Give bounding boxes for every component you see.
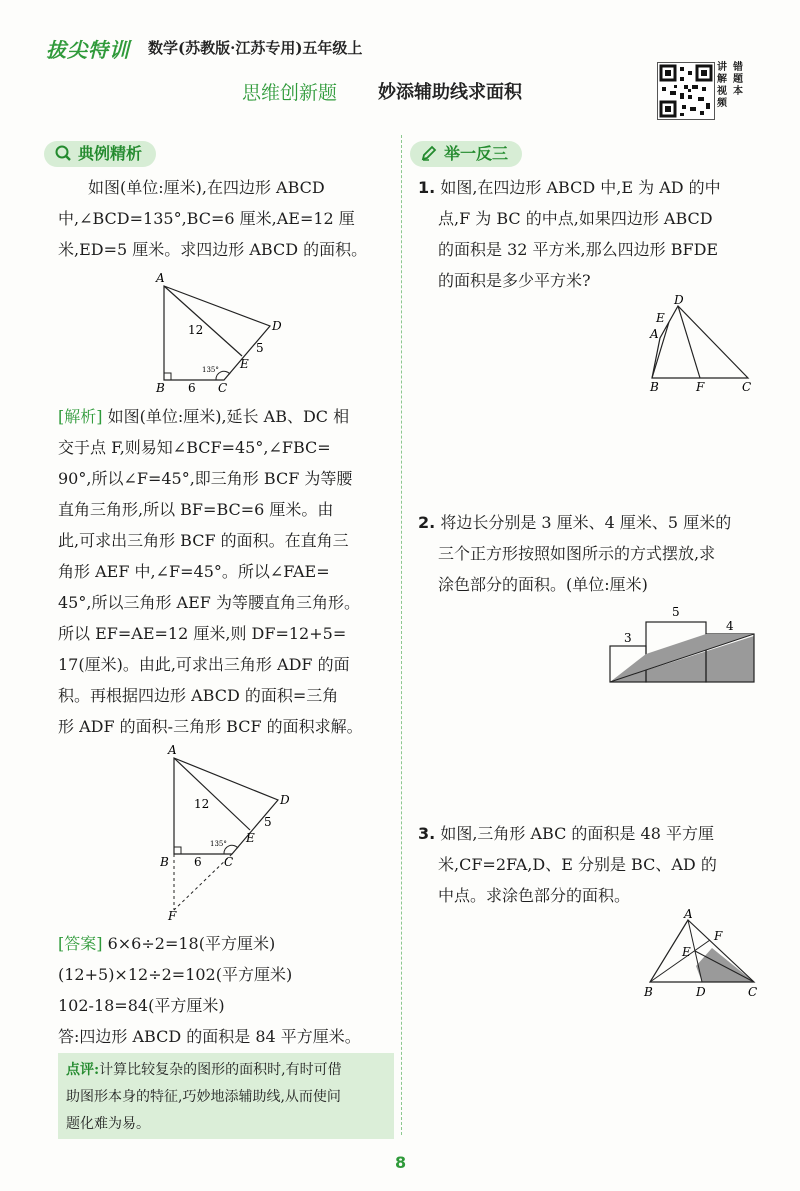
label-ed2: 5: [264, 815, 272, 829]
label-bc: 6: [188, 381, 196, 395]
figure-q1: [636, 294, 760, 396]
problem-line: 中,∠BCD=135°,BC=6 厘米,AE=12 厘: [58, 209, 355, 228]
label-b-q1: B: [650, 380, 659, 394]
analysis-label: [解析]: [58, 407, 103, 426]
question-line: 如图,三角形 ABC 的面积是 48 平方厘: [440, 824, 714, 843]
magnifier-icon: [54, 144, 72, 162]
answer-block: [58, 928, 398, 1052]
label-bc2: 6: [194, 855, 202, 869]
analysis-line: 此,可求出三角形 BCF 的面积。在直角三: [58, 531, 349, 550]
analysis-line: 角形 AEF 中,∠F=45°。所以∠FAE=: [58, 562, 330, 581]
label-ae: 12: [188, 323, 204, 337]
answer-label: [答案]: [58, 934, 103, 953]
label-e: E: [240, 357, 249, 371]
qr-label-error-book: 错题本: [733, 62, 743, 97]
comment-line: 助图形本身的特征,巧妙地添辅助线,从而使问: [66, 1089, 341, 1105]
label-c: C: [218, 381, 228, 395]
right-angle-mark: [164, 373, 171, 380]
question-line: 的面积是多少平方米?: [438, 271, 591, 290]
label-d: D: [272, 319, 282, 333]
analysis-line: 直角三角形,所以 BF=BC=6 厘米。由: [58, 500, 334, 519]
comment-label: 点评:: [66, 1062, 100, 1078]
analysis-line: 45°,所以三角形 AEF 为等腰直角三角形。: [58, 593, 360, 612]
label-side-5: 5: [672, 605, 680, 619]
label-e-q1: E: [656, 311, 665, 325]
analysis-line: 17(厘米)。由此,可求出三角形 ADF 的面: [58, 655, 350, 674]
answer-line: (12+5)×12÷2=102(平方厘米): [58, 965, 293, 984]
qr-label-video: 讲解视频: [717, 62, 727, 109]
label-d2: D: [280, 793, 290, 807]
label-angle: 135°: [202, 366, 219, 374]
label-side-4: 4: [726, 619, 734, 633]
question-number: 2.: [418, 513, 436, 532]
label-b-q3: B: [644, 985, 653, 999]
answer-line: 答:四边形 ABCD 的面积是 84 平方厘米。: [58, 1027, 361, 1046]
label-ed: 5: [256, 341, 264, 355]
analysis-block: [58, 401, 398, 742]
brand-logo: 拔尖特训: [46, 38, 130, 62]
example-problem: [58, 172, 398, 265]
label-e2: E: [246, 831, 255, 845]
label-b: B: [156, 381, 165, 395]
label-a-q1: A: [650, 327, 659, 341]
analysis-line: 积。再根据四边形 ABCD 的面积=三角: [58, 686, 339, 705]
label-b2: B: [160, 855, 169, 869]
tag-practice-label: 举一反三: [444, 144, 509, 163]
section-title: 思维创新题: [242, 82, 338, 104]
qr-code-icon[interactable]: [657, 62, 715, 120]
quad-abcd-q1: [652, 306, 748, 378]
tag-example: [44, 141, 156, 167]
right-angle-mark-2: [174, 847, 181, 854]
analysis-line: 如图(单位:厘米),延长 AB、DC 相: [107, 407, 350, 426]
question-line: 点,F 为 BC 的中点,如果四边形 ABCD: [438, 209, 713, 228]
label-f2: F: [168, 909, 177, 922]
column-divider: [401, 135, 402, 1135]
label-side-3: 3: [624, 631, 632, 645]
problem-line: 如图(单位:厘米),在四边形 ABCD: [88, 178, 325, 197]
comment-box: [58, 1053, 394, 1139]
figure-extended: [160, 742, 300, 922]
label-a: A: [156, 271, 165, 285]
analysis-line: 形 ADF 的面积-三角形 BCF 的面积求解。: [58, 717, 363, 736]
question-line: 米,CF=2FA,D、E 分别是 BC、AD 的: [438, 855, 717, 874]
comment-line: 计算比较复杂的图形的面积时,有时可借: [99, 1062, 342, 1078]
label-e-q3: E: [682, 945, 691, 959]
label-c2: C: [224, 855, 234, 869]
label-f-q1: F: [696, 380, 705, 394]
question-number: 3.: [418, 824, 436, 843]
question-2: [418, 507, 763, 600]
problem-line: 米,ED=5 厘米。求四边形 ABCD 的面积。: [58, 240, 368, 259]
question-line: 如图,在四边形 ABCD 中,E 为 AD 的中: [440, 178, 721, 197]
label-d-q1: D: [674, 294, 684, 307]
label-f-q3: F: [714, 929, 723, 943]
question-line: 三个正方形按照如图所示的方式摆放,求: [438, 544, 716, 563]
tag-example-label: 典例精析: [78, 144, 143, 163]
question-line: 涂色部分的面积。(单位:厘米): [438, 575, 648, 594]
segment-ae: [164, 286, 242, 356]
label-a-q3: A: [684, 908, 693, 921]
segment-ae-2: [174, 758, 250, 830]
analysis-line: 90°,所以∠F=45°,即三角形 BCF 为等腰: [58, 469, 353, 488]
tag-practice: [410, 141, 522, 167]
label-d-q3: D: [696, 985, 706, 999]
label-angle2: 135°: [210, 840, 227, 848]
figure-q3: [636, 908, 764, 1000]
label-ae2: 12: [194, 797, 210, 811]
label-c-q3: C: [748, 985, 758, 999]
pencil-icon: [420, 144, 438, 162]
analysis-line: 交于点 F,则易知∠BCF=45°,∠FBC=: [58, 438, 331, 457]
question-line: 的面积是 32 平方米,那么四边形 BFDE: [438, 240, 719, 259]
label-c-q1: C: [742, 380, 752, 394]
label-a2: A: [168, 743, 177, 757]
answer-line: 102-18=84(平方厘米): [58, 996, 225, 1015]
section-subtitle: 妙添辅助线求面积: [378, 82, 522, 103]
analysis-line: 所以 EF=AE=12 厘米,则 DF=12+5=: [58, 624, 347, 643]
answer-line: 6×6÷2=18(平方厘米): [107, 934, 276, 953]
question-number: 1.: [418, 178, 436, 197]
question-line: 将边长分别是 3 厘米、4 厘米、5 厘米的: [440, 513, 732, 532]
comment-line: 题化难为易。: [66, 1116, 150, 1132]
figure-quadrilateral: [150, 268, 290, 398]
question-1: [418, 172, 763, 296]
figure-q2: [604, 602, 762, 686]
question-3: [418, 818, 763, 911]
page-number: 8: [395, 1153, 407, 1172]
question-line: 中点。求涂色部分的面积。: [438, 886, 631, 905]
book-subject: 数学(苏教版·江苏专用)五年级上: [148, 39, 363, 57]
